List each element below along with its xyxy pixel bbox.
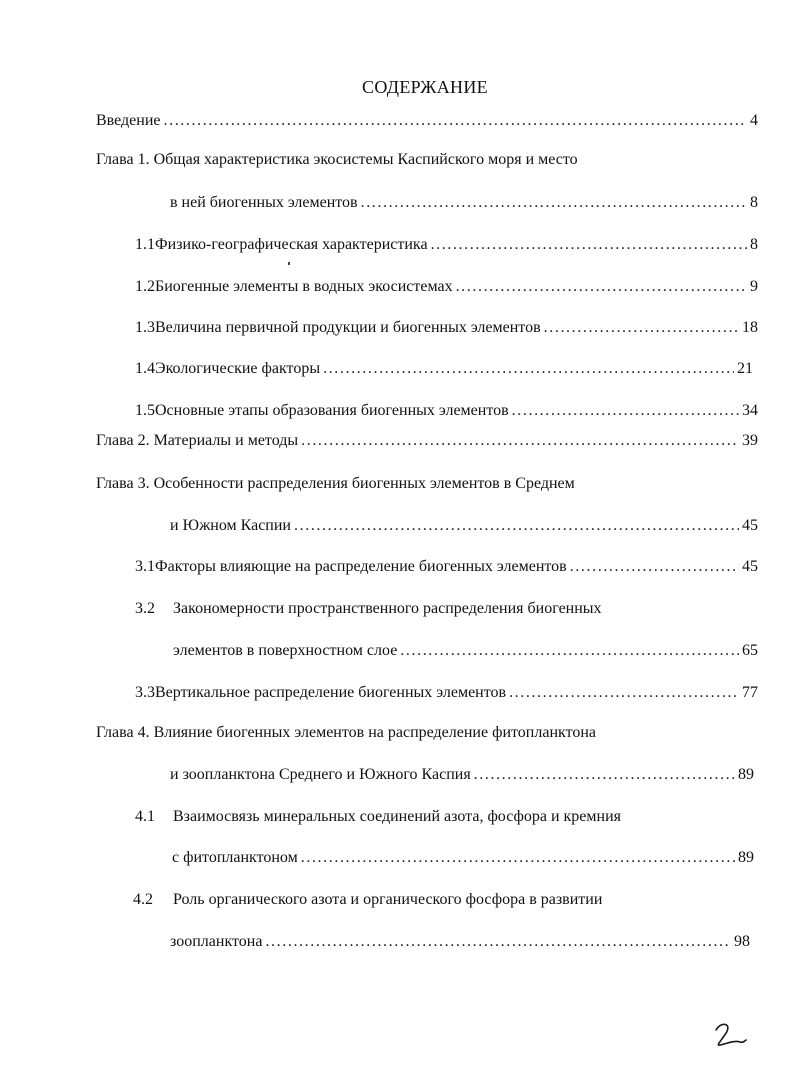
toc-entry-text: Основные этапы образования биогенных элементов (155, 402, 509, 419)
toc-entry-chapter-4-cont[interactable] (170, 764, 754, 786)
toc-section-number: 3.2 (135, 600, 155, 617)
toc-section-number: 4.1 (135, 808, 155, 825)
toc-entry-3-2[interactable] (135, 598, 758, 620)
leader-dots (323, 358, 734, 380)
toc-entry-4-1-cont[interactable] (172, 847, 754, 869)
toc-entry-4-2[interactable] (133, 889, 750, 911)
toc-section-number: 1.4 (135, 360, 155, 377)
toc-section-number: 3.1 (135, 558, 155, 575)
toc-page-number: 18 (742, 319, 758, 336)
leader-dots (361, 192, 747, 214)
toc-entry-text: элементов в поверхностном слое (173, 642, 398, 659)
toc-entry-3-1[interactable] (135, 556, 758, 578)
toc-page-number: 89 (738, 849, 754, 866)
toc-entry-text: Физико-географическая характеристика (155, 236, 428, 253)
toc-entry-text: и зоопланктона Среднего и Южного Каспия (170, 766, 471, 783)
toc-entry-text: зоопланктона (170, 933, 263, 950)
toc-page-number: 34 (742, 402, 758, 419)
toc-section-number: 1.2 (135, 278, 155, 295)
toc-entry-text: Вертикальное распределение биогенных элементов (155, 684, 507, 701)
toc-entry-chapter-4[interactable] (96, 722, 758, 744)
toc-entry-chapter-3[interactable] (96, 473, 758, 495)
toc-entry-1-2[interactable] (135, 276, 758, 298)
toc-section-number: 1.5 (135, 402, 155, 419)
handwritten-page-mark (710, 1018, 750, 1054)
toc-entry-text: Факторы влияющие на распределение биогенных элементов (155, 558, 567, 575)
toc-section-number: 4.2 (133, 891, 153, 908)
toc-page-number: 98 (734, 933, 750, 950)
toc-page-number: 8 (750, 236, 758, 253)
toc-entry-text: Глава 3. Особенности распределения биогенных элементов в Среднем (96, 475, 575, 492)
leader-dots (512, 400, 739, 422)
toc-page-number: 45 (742, 558, 758, 575)
toc-entry-text: Глава 4. Влияние биогенных элементов на распределение фитопланктона (96, 724, 597, 741)
toc-entry-3-2-cont[interactable] (173, 640, 758, 662)
toc-entry-text: и Южном Каспии (170, 517, 291, 534)
toc-entry-1-4[interactable] (135, 358, 753, 380)
toc-entry-3-3[interactable] (135, 682, 758, 704)
toc-title: СОДЕРЖАНИЕ (362, 77, 488, 97)
leader-dots (509, 682, 739, 704)
leader-dots (456, 276, 747, 298)
toc-section-number: 1.3 (135, 319, 155, 336)
toc-entry-1-1[interactable] (135, 234, 758, 256)
toc-page-number: 45 (742, 517, 758, 534)
toc-page-number: 89 (738, 766, 754, 783)
leader-dots (474, 764, 735, 786)
toc-page-number: 8 (750, 194, 758, 211)
toc-entry-1-3[interactable] (135, 317, 758, 339)
toc-entry-1-5[interactable] (135, 400, 758, 422)
toc-page-number: 77 (742, 684, 758, 701)
toc-page-number: 9 (750, 278, 758, 295)
leader-dots (294, 515, 739, 537)
toc-entry-text: Глава 1. Общая характеристика экосистемы Каспийского моря и место (96, 151, 578, 168)
toc-entry-text: Глава 2. Материалы и методы (96, 432, 299, 449)
leader-dots (400, 640, 739, 662)
leader-dots (164, 110, 748, 132)
toc-entry-text: Взаимосвязь минеральных соединений азота, фосфора и кремния (173, 808, 622, 825)
toc-page-number: 21 (737, 360, 753, 377)
toc-entry-chapter-1[interactable] (96, 149, 758, 171)
toc-entry-text: Введение (96, 112, 161, 129)
toc-entry-text: с фитопланктоном (172, 849, 298, 866)
leader-dots (301, 430, 739, 452)
toc-section-number: 1.1 (135, 236, 155, 253)
toc-entry-text: в ней биогенных элементов (170, 194, 358, 211)
leader-dots (544, 317, 739, 339)
toc-section-number: 3.3 (135, 684, 155, 701)
toc-entry-chapter-3-cont[interactable] (170, 515, 758, 537)
toc-entry-text: Роль органического азота и органического фосфора в развитии (173, 891, 603, 908)
leader-dots (265, 931, 731, 953)
toc-entry-text: Экологические факторы (155, 360, 321, 377)
leader-dots (301, 847, 735, 869)
toc-entry-introduction[interactable] (96, 110, 758, 132)
toc-entry-chapter-2[interactable] (96, 430, 758, 452)
toc-page-number: 4 (750, 112, 758, 129)
leader-dots (431, 234, 747, 256)
toc-entry-text: Закономерности пространственного распределения биогенных (173, 600, 602, 617)
scan-speck (288, 262, 290, 265)
toc-entry-4-2-cont[interactable] (170, 931, 750, 953)
toc-entry-chapter-1-cont[interactable] (170, 192, 758, 214)
toc-page-number: 39 (742, 432, 758, 449)
leader-dots (570, 556, 739, 578)
toc-entry-4-1[interactable] (135, 806, 754, 828)
toc-entry-text: Биогенные элементы в водных экосистемах (155, 278, 453, 295)
toc-page-number: 65 (742, 642, 758, 659)
toc-entry-text: Величина первичной продукции и биогенных элементов (155, 319, 541, 336)
